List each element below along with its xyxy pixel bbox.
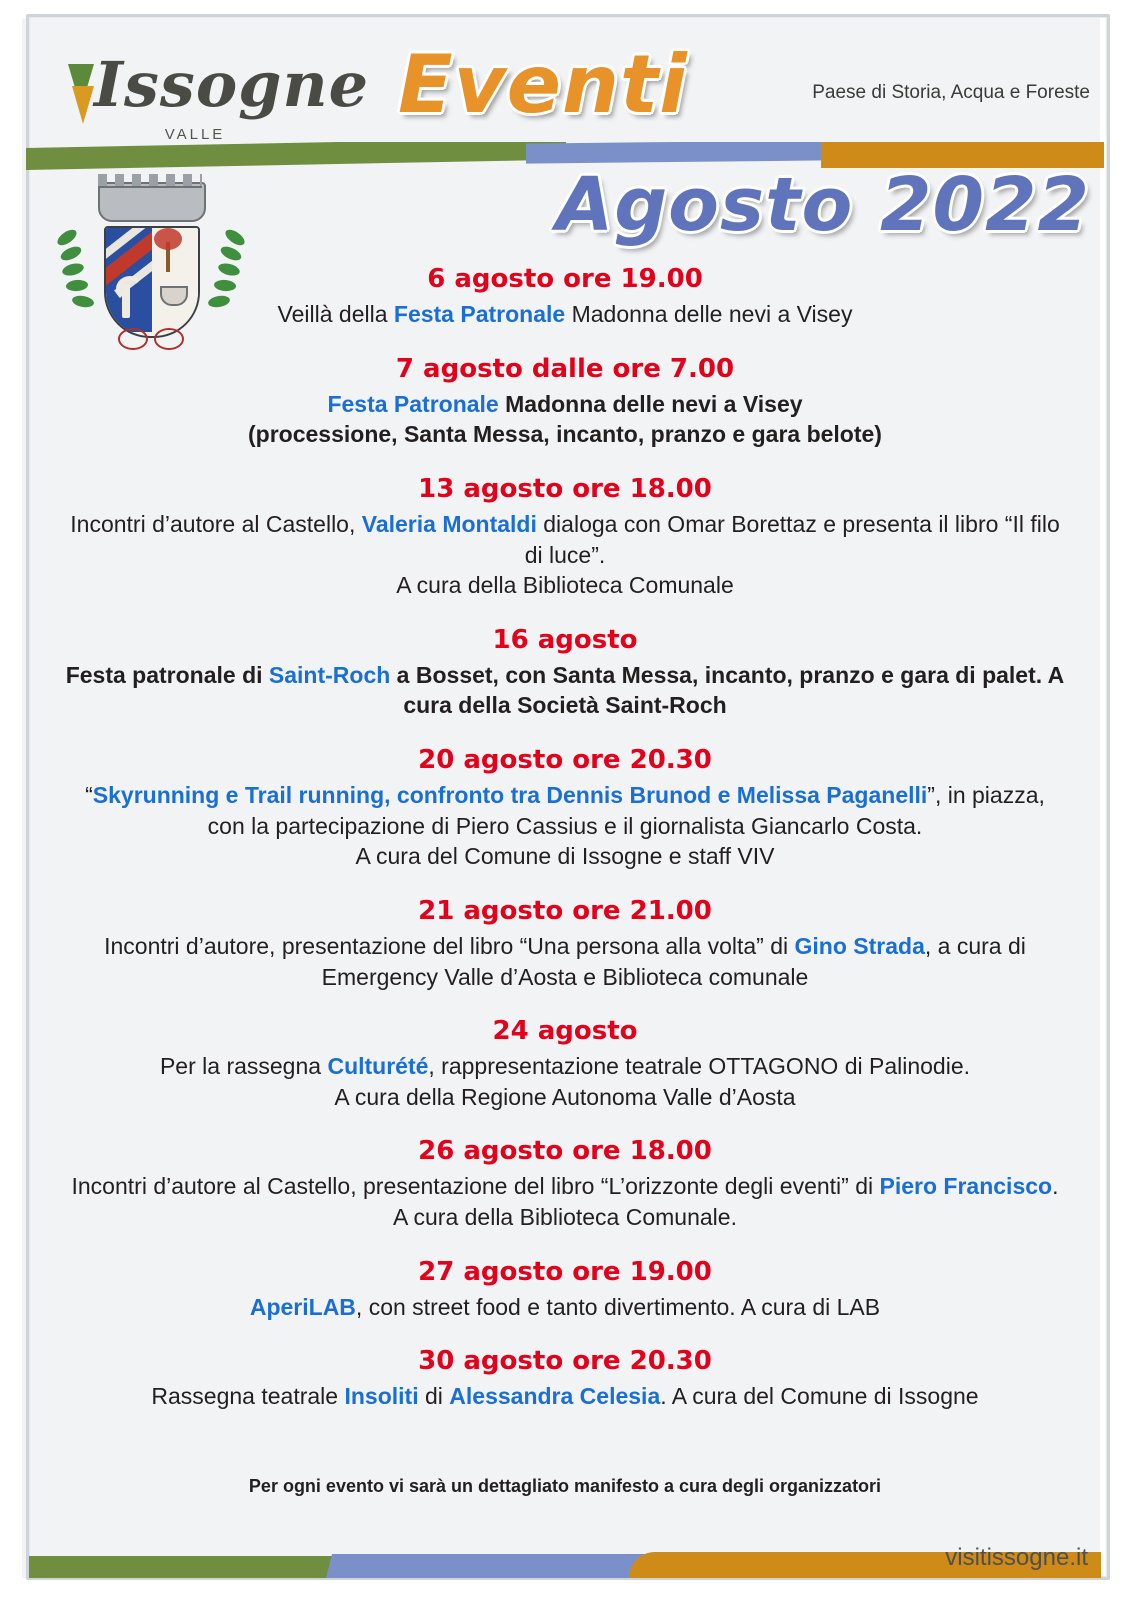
event-highlight: Piero Francisco: [879, 1173, 1053, 1200]
event-text: dialoga con Omar Borettaz e presenta il libro “Il filo di luce”.: [524, 511, 1060, 568]
event-text: , rappresentazione teatrale OTTAGONO di Palinodie.: [428, 1053, 971, 1080]
event-text: Incontri d’autore al Castello, presentazione del libro “L’orizzonte degli eventi” di: [71, 1173, 880, 1200]
event-text: . A cura del Comune di Issogne: [660, 1383, 979, 1410]
event-highlight: Gino Strada: [794, 932, 925, 959]
logo-subtitle-line1: VALLE: [164, 126, 226, 143]
event-item: [60, 1014, 1070, 1112]
website-link[interactable]: visitissogne.it: [945, 1544, 1088, 1571]
event-text: A cura della Biblioteca Comunale: [396, 572, 734, 599]
event-highlight: Skyrunning e Trail running, confronto tra Dennis Brunod e Melissa Paganelli: [92, 782, 928, 809]
event-description: [60, 780, 1070, 872]
event-text: . A cura della Biblioteca Comunale.: [393, 1173, 1059, 1230]
event-text: Veillà della: [277, 301, 394, 328]
event-description: [60, 1171, 1070, 1232]
event-highlight: Valeria Montaldi: [361, 511, 537, 538]
event-date: 6 agosto ore 19.00: [427, 264, 703, 294]
event-item: [60, 743, 1070, 872]
crown-icon: [98, 182, 206, 222]
event-text: a Bosset, con Santa Messa, incanto, pranzo e gara di palet. A cura della Società Saint-Roch: [390, 661, 1065, 719]
event-description: [60, 299, 1070, 330]
event-description: [60, 389, 1070, 450]
event-item: [60, 623, 1070, 721]
event-text: , a cura di Emergency Valle d’Aosta e Biblioteca comunale: [321, 932, 1026, 990]
event-item: [60, 262, 1070, 330]
event-date: 30 agosto ore 20.30: [418, 1346, 712, 1377]
event-date: 7 agosto dalle ore 7.00: [395, 353, 735, 384]
event-text: Rassegna teatrale: [151, 1383, 345, 1410]
event-text: Per la rassegna: [159, 1053, 328, 1080]
event-highlight: Saint-Roch: [268, 661, 391, 688]
event-text: A cura del Comune di Issogne e staff VIV: [355, 843, 775, 870]
event-date: 26 agosto ore 18.00: [418, 1136, 712, 1167]
event-description: [60, 1292, 1070, 1323]
logo-wordmark: Issogne: [94, 48, 370, 121]
tagline: Paese di Storia, Acqua e Foreste: [812, 82, 1090, 103]
page-subtitle: Agosto 2022: [555, 162, 1090, 248]
event-description: [60, 660, 1070, 721]
event-text: A cura della Regione Autonoma Valle d’Aosta: [334, 1083, 796, 1110]
event-highlight: Culturété: [327, 1053, 429, 1080]
event-date: 21 agosto ore 21.00: [418, 895, 712, 926]
poster-header: [26, 14, 1104, 254]
event-text: Madonna delle nevi a Visey: [565, 301, 853, 328]
page-title: Eventi: [398, 38, 688, 131]
event-date: 24 agosto: [492, 1016, 638, 1047]
event-text: Incontri d’autore al Castello,: [70, 511, 362, 538]
event-text: di: [418, 1383, 450, 1410]
event-item: [60, 894, 1070, 992]
event-highlight: Festa Patronale: [327, 390, 499, 417]
event-description: [60, 509, 1070, 601]
event-highlight: Alessandra Celesia: [449, 1383, 661, 1410]
event-highlight: AperiLAB: [249, 1293, 356, 1320]
footer-color-band: [29, 1538, 1101, 1578]
event-text: Madonna delle nevi a Visey: [498, 390, 803, 417]
event-highlight: Insoliti: [344, 1383, 419, 1410]
event-date: 13 agosto ore 18.00: [418, 473, 712, 504]
event-text: , con street food e tanto divertimento. A cura di LAB: [355, 1293, 881, 1320]
event-text: (processione, Santa Messa, incanto, pranzo e gara belote): [248, 421, 882, 448]
event-text: “: [85, 782, 93, 809]
event-text: ”, in piazza, con la partecipazione di Piero Cassius e il giornalista Giancarlo Costa.: [207, 782, 1045, 839]
event-description: [60, 1051, 1070, 1112]
event-description: [60, 1381, 1070, 1412]
event-item: [60, 1344, 1070, 1412]
event-item: [60, 1255, 1070, 1323]
event-text: Festa patronale di: [65, 661, 269, 688]
event-date: 20 agosto ore 20.30: [418, 745, 712, 775]
event-description: [60, 931, 1070, 992]
event-date: 16 agosto: [492, 624, 638, 655]
event-text: Incontri d’autore, presentazione del libro “Una persona alla volta” di: [104, 932, 795, 959]
event-item: [60, 472, 1070, 601]
event-date: 27 agosto ore 19.00: [418, 1256, 712, 1287]
events-list: [60, 262, 1070, 1434]
footnote: Per ogni evento vi sarà un dettagliato manifesto a cura degli organizzatori: [248, 1476, 882, 1496]
event-highlight: Festa Patronale: [393, 301, 566, 328]
event-item: [60, 1134, 1070, 1232]
event-item: [60, 352, 1070, 450]
